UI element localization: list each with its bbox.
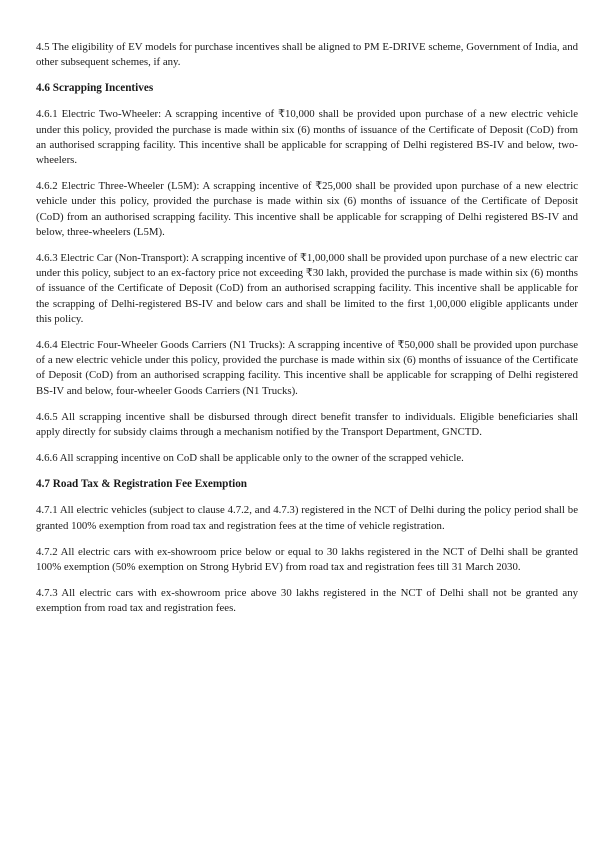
clause-4-6-2: 4.6.2 Electric Three-Wheeler (L5M): A scrapping incentive of ₹25,000 shall be provided upon purchase of a new electric vehicle under this policy, provided the purchase is made within six (6) months of issuance of the Certificate of Deposit (CoD) from an authorised scrapping facility. This incentive shall be applicable for scrapping of Delhi registered BS-IV and below, three-wheelers (L5M). bbox=[36, 180, 578, 238]
clause-4-6-5: 4.6.5 All scrapping incentive shall be disbursed through direct benefit transfer to individuals. Eligible beneficiaries shall apply directly for subsidy claims through a mechanism notified by the Transport Department, GNCTD. bbox=[36, 410, 578, 439]
clause-4-7-1: 4.7.1 All electric vehicles (subject to clause 4.7.2, and 4.7.3) registered in the NCT of Delhi during the policy period shall be granted 100% exemption from road tax and registration fees at the time of vehicle registration. bbox=[36, 504, 578, 532]
clause-4-6-4: 4.6.4 Electric Four-Wheeler Goods Carriers (N1 Trucks): A scrapping incentive of ₹50,000 shall be provided upon purchase of a new electric vehicle under this policy, provided the purchase is made within six (6) months of issuance of the Certificate of Deposit (CoD) from an authorised scrapping facility. This incentive shall be applicable for scrapping of Delhi registered BS-IV and below, four-wheeler Goods Carriers (N1 Trucks). bbox=[36, 339, 578, 397]
clause-4-7-3: 4.7.3 All electric cars with ex-showroom price above 30 lakhs registered in the NCT of Delhi shall not be granted any exemption from road tax and registration fees. bbox=[36, 587, 578, 615]
section-heading-4-7: 4.7 Road Tax & Registration Fee Exemption bbox=[36, 478, 248, 491]
section-heading-4-6: 4.6 Scrapping Incentives bbox=[36, 82, 154, 95]
clause-4-6-1: 4.6.1 Electric Two-Wheeler: A scrapping incentive of ₹10,000 shall be provided upon purchase of a new electric vehicle under this policy, provided the purchase is made within six (6) months of issuance of the Certificate of Deposit (CoD) from an authorised scrapping facility. This incentive shall be applicable for scrapping of Delhi registered BS-IV and below, two-wheelers. bbox=[36, 108, 578, 167]
clause-4-7-2: 4.7.2 All electric cars with ex-showroom price below or equal to 30 lakhs registered in the NCT of Delhi shall be granted 100% exemption (50% exemption on Strong Hybrid EV) from road tax and registration fees till 31 March 2030. bbox=[36, 545, 578, 574]
clause-4-6-3: 4.6.3 Electric Car (Non-Transport): A scrapping incentive of ₹1,00,000 shall be provided upon purchase of a new electric car under this policy, subject to an ex-factory price not exceeding ₹30 lakh, provided the purchase is made within six (6) months of issuance of the Certificate of Deposit (CoD) from an authorised scrapping facility. This incentive shall be applicable for the scrapping of Delhi-registered BS-IV and below cars and shall be limited to the first 1,00,000 eligible applicants under this policy. bbox=[36, 252, 578, 325]
clause-4-5: 4.5 The eligibility of EV models for purchase incentives shall be aligned to PM E-DRIVE scheme, Government of India, and other subsequent schemes, if any. bbox=[36, 41, 578, 69]
clause-4-6-6: 4.6.6 All scrapping incentive on CoD shall be applicable only to the owner of the scrapped vehicle. bbox=[36, 452, 464, 465]
